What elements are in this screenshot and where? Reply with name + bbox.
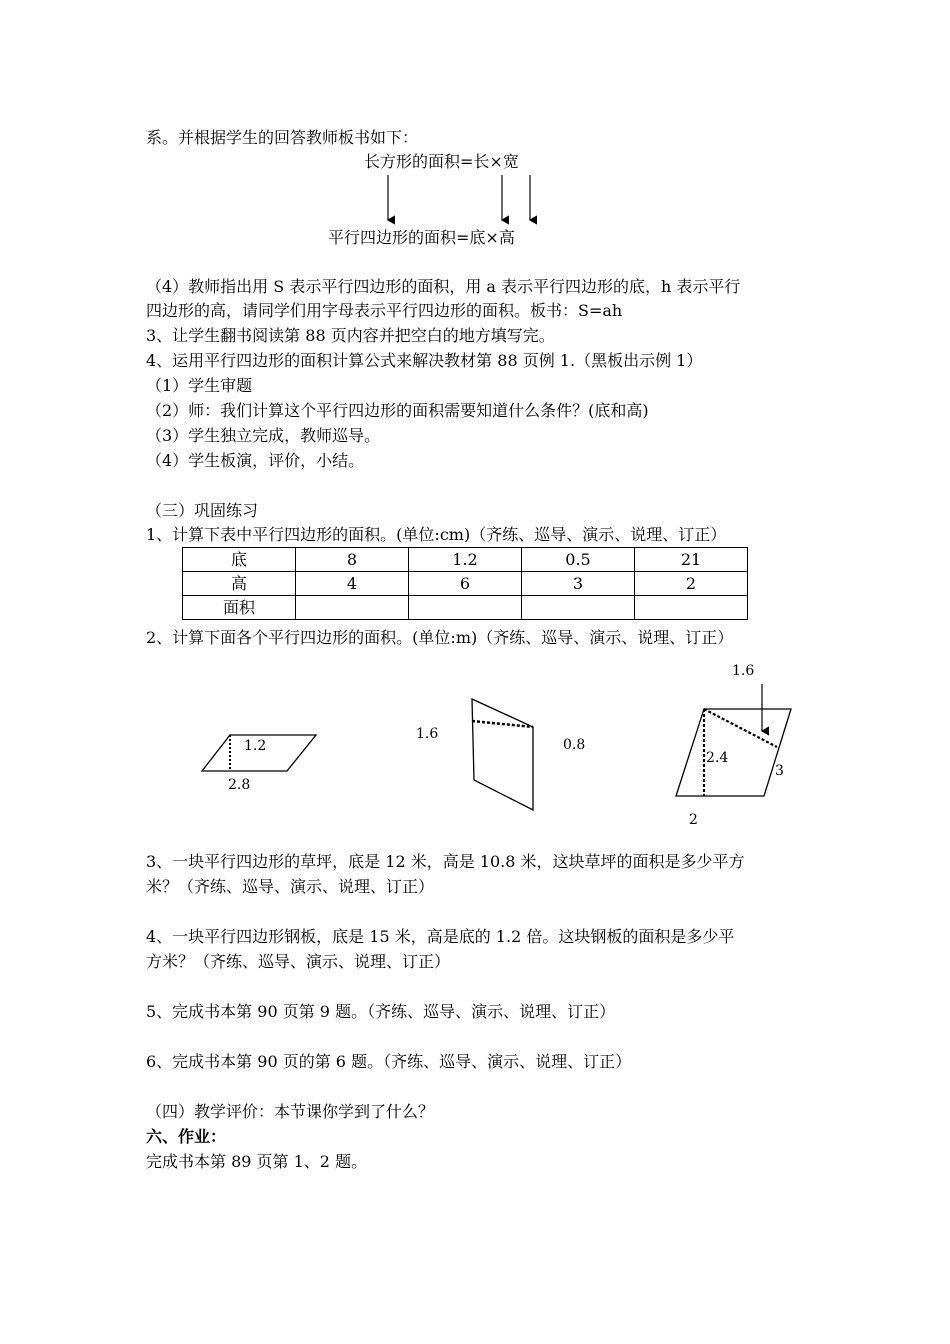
rectangle-area-formula: 长方形的面积=长×宽 <box>364 152 519 171</box>
text-line: （1）学生审题 <box>146 376 253 395</box>
height-line <box>704 709 777 747</box>
section-heading: （四）教学评价：本节课你学到了什么？ <box>146 1102 435 1121</box>
table-cell: 0.5 <box>522 548 635 572</box>
text-line: 方米？（齐练、巡导、演示、说理、订正） <box>146 952 451 971</box>
text-line: 5、完成书本第 90 页第 9 题。（齐练、巡导、演示、说理、订正） <box>146 1002 616 1021</box>
text-line: 4、运用平行四边形的面积计算公式来解决教材第 88 页例 1.（黑板出示例 1） <box>146 351 703 370</box>
parallelogram-area-formula: 平行四边形的面积=底×高 <box>328 228 515 247</box>
text-line: 米？（齐练、巡导、演示、说理、订正） <box>146 877 435 896</box>
text-line: 系。并根据学生的回答教师板书如下： <box>146 128 419 147</box>
table-cell: 3 <box>522 572 635 596</box>
table-cell: 6 <box>409 572 522 596</box>
text-line: （4）学生板演，评价，小结。 <box>146 451 365 470</box>
figure-2 <box>416 699 585 810</box>
table-cell: 高 <box>183 572 296 596</box>
figure-label: 2 <box>689 812 698 828</box>
figure-label: 1.6 <box>416 726 439 742</box>
table-cell: 面积 <box>183 596 296 620</box>
table-cell: 21 <box>635 548 748 572</box>
text-line: 四边形的高，请同学们用字母表示平行四边形的面积。板书：S=ah <box>146 301 623 320</box>
text-line: 2、计算下面各个平行四边形的面积。(单位:m)（齐练、巡导、演示、说理、订正） <box>146 628 734 647</box>
table-cell: 底 <box>183 548 296 572</box>
figure-label: 1.2 <box>244 738 267 754</box>
figure-label: 0.8 <box>563 737 586 753</box>
section-heading: （三）巩固练习 <box>146 501 259 520</box>
parallelogram-shape <box>676 709 791 796</box>
text-line: 1、计算下表中平行四边形的面积。(单位:cm)（齐练、巡导、演示、说理、订正） <box>146 525 727 544</box>
parallelogram-shape <box>472 699 533 810</box>
text-line: （3）学生独立完成，教师巡导。 <box>146 426 381 445</box>
figure-label: 3 <box>775 763 784 779</box>
text-line: 完成书本第 89 页第 1、2 题。 <box>146 1152 368 1171</box>
figure-1 <box>202 735 316 793</box>
text-line: 6、完成书本第 90 页的第 6 题。（齐练、巡导、演示、说理、订正） <box>146 1052 632 1071</box>
height-line <box>472 721 533 727</box>
figure-3 <box>676 663 791 828</box>
table-cell: 8 <box>296 548 409 572</box>
homework-heading: 六、作业： <box>146 1127 227 1146</box>
figure-label: 2.8 <box>228 777 251 793</box>
text-line: （4）教师指出用 S 表示平行四边形的面积，用 a 表示平行四边形的底，h 表示平行 <box>146 277 741 296</box>
table-cell: 2 <box>635 572 748 596</box>
text-line: 4、一块平行四边形钢板，底是 15 米，高是底的 1.2 倍。这块钢板的面积是多少平 <box>146 927 735 946</box>
text-line: （2）师：我们计算这个平行四边形的面积需要知道什么条件？(底和高) <box>146 401 649 420</box>
table-cell: 4 <box>296 572 409 596</box>
figure-label: 1.6 <box>732 663 755 679</box>
text-line: 3、让学生翻书阅读第 88 页内容并把空白的地方填写完。 <box>146 326 555 345</box>
figure-label: 2.4 <box>706 750 729 766</box>
table-cell: 1.2 <box>409 548 522 572</box>
text-line: 3、一块平行四边形的草坪，底是 12 米，高是 10.8 米，这块草坪的面积是多少平方 <box>146 852 745 871</box>
